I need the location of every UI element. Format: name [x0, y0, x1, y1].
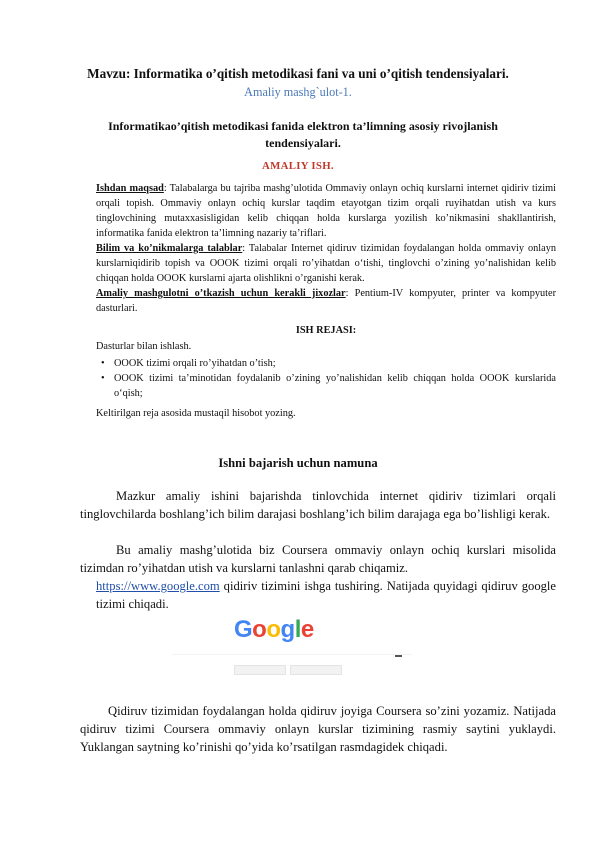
google-search-button[interactable] — [234, 665, 286, 675]
list-item — [98, 356, 556, 371]
work-plan-heading: ISH REJASI: — [295, 325, 357, 336]
amaliy-ish-heading: AMALIY ISH. — [262, 160, 334, 172]
sample-heading: Ishni bajarish uchun namuna — [218, 456, 378, 470]
requirements-text: : Talabalar Internet qidiruv tizimidan foydalangan holda ommaviy onlayn kurslarniqidirib topish va OOOK tizimi orqali ro’yihatdan o‘tishi, tinglovchi o’zining yo’nalishidan kelib chiqqan holda OOOK kurslarni ajarta olishlikni o’rganishi kerak. — [96, 243, 556, 284]
feeling-lucky-button[interactable] — [290, 665, 342, 675]
sample-paragraph-1: Mazkur amaliy ishini bajarishda tinlovchida internet qidiriv tizimlari orqali tinglovchilarda boshlang’ich bilim darajasi boshlang’ich bilim darajaga ega bo’lishligi kerak. — [80, 489, 556, 521]
sample-paragraph-4: Qidiruv tizimidan foydalangan holda qidiruv joyiga Coursera so’zini yozamiz. Natijada qidiruv tizimi Coursera ommaviy onlayn kurslar tizimining rasmiy saytini yuklaydi. Yuklangan saytning ko’rinishi qo’yida ko’rsatilgan rasmdagidek chiqadi. — [80, 704, 556, 754]
bullet-icon: • — [101, 358, 105, 369]
goal-text: : Talabalarga bu tajriba mashg’ulotida Ommaviy onlayn ochiq kurslarni internet qidiriv tizimi orqali topish. Ommaviy onlayn ochiq kurslar taqdim etayotgan tizim orqali ruyihatdan utish va kurs tinglovchining mutaxxasisligidan kelib chiqqan holda kurslarga yozilish ko’nikmasini shakllantirish, informatika fanida elektron ta’limning nazariy ta’riflari. — [96, 183, 556, 239]
bullet-icon: • — [101, 373, 105, 384]
work-plan-closing: Keltirilgan reja asosida mustaqil hisobot yozing. — [96, 408, 296, 419]
equipment-label: Amaliy mashgulotni o’tkazish uchun kerakli jixozlar — [96, 288, 346, 299]
sample-paragraph-2: Bu amaliy mashg’ulotida biz Coursera ommaviy onlayn ochiq kurslari misolida tizimdan ro’yihatdan utish va kurslarni tanlashni qarab chiqamiz. — [80, 543, 556, 575]
google-screenshot — [172, 614, 412, 676]
requirements-paragraph — [96, 241, 556, 286]
list-item-text: OOOK tizimi orqali ro’yihatdan o’tish; — [114, 358, 276, 369]
sample-paragraph-3 — [96, 577, 556, 613]
page-subtitle: Amaliy mashg`ulot-1. — [244, 85, 352, 99]
page-title: Mavzu: Informatika o’qitish metodikasi fani va uni o’qitish tendensiyalari. — [87, 66, 509, 81]
goal-paragraph — [96, 181, 556, 241]
google-link[interactable]: https://www.google.com — [96, 579, 220, 593]
work-plan-intro: Dasturlar bilan ishlash. — [96, 341, 192, 352]
goal-label: Ishdan maqsad — [96, 183, 164, 194]
equipment-paragraph — [96, 286, 556, 316]
list-item — [98, 371, 556, 401]
requirements-label: Bilim va ko’nikmalarga talablar — [96, 243, 243, 254]
list-item-text: OOOK tizimi ta’minotidan foydalanib o’zining yo’nalishidan kelib chiqqan holda OOOK kurslarida o‘qish; — [114, 373, 556, 399]
google-logo-icon: Google — [234, 616, 314, 643]
topic-heading: Informatikao’qitish metodikasi fanida elektron ta’limning asosiy rivojlanish tendensiyalari. — [108, 119, 498, 150]
goals-section — [96, 181, 556, 316]
sample-paragraph-3-text: qidiriv tizimini ishga tushiring. Natijada quyidagi qidiruv google tizimi chiqadi. — [96, 579, 556, 611]
work-plan-list — [98, 356, 556, 401]
equipment-text: : Pentium-IV kompyuter, printer va kompyuter dasturlari. — [96, 288, 556, 314]
search-bar-line — [172, 654, 412, 655]
minimize-icon — [395, 655, 402, 657]
